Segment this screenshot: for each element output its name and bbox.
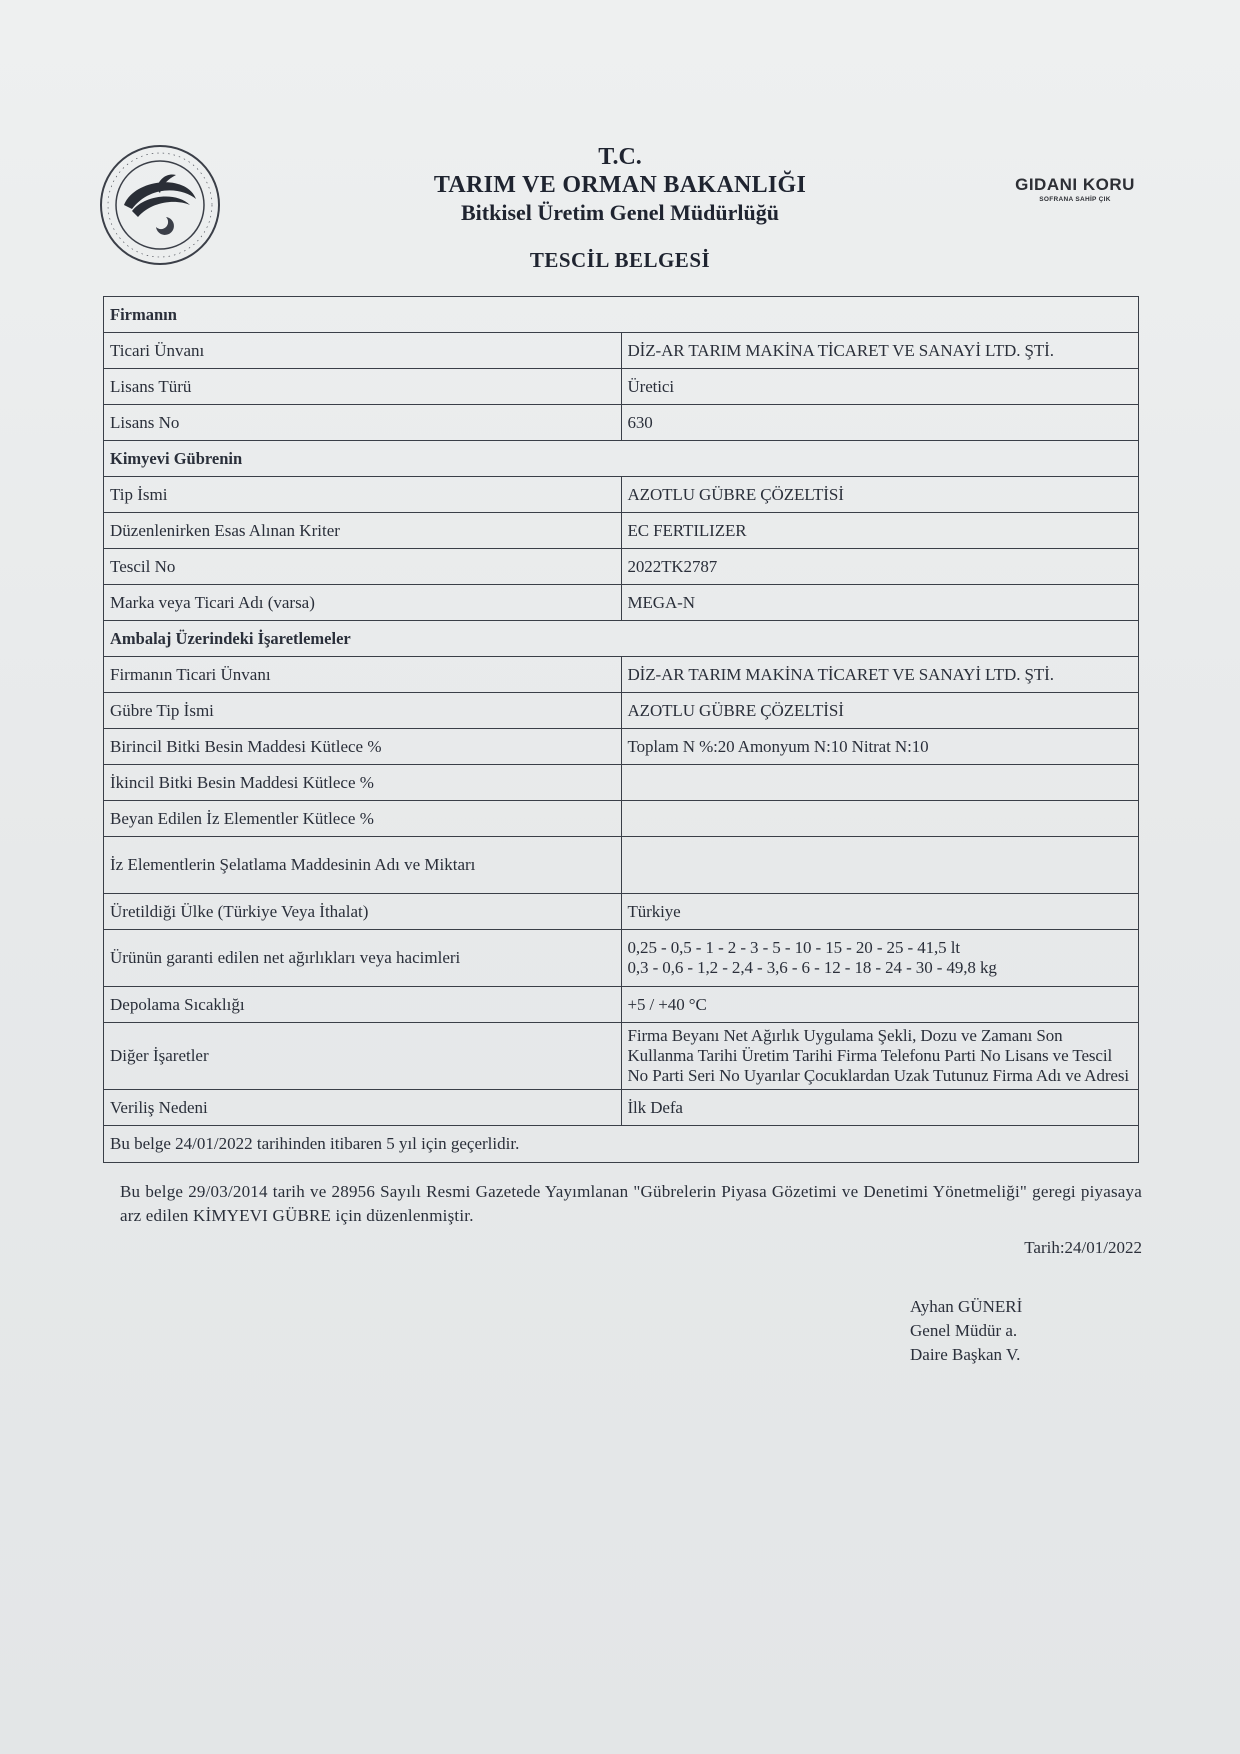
ikincil-label: İkincil Bitki Besin Maddesi Kütlece % bbox=[104, 765, 622, 801]
table-row bbox=[104, 549, 1139, 585]
sicaklik-value: +5 / +40 °C bbox=[621, 987, 1139, 1023]
header-tc: T.C. bbox=[598, 144, 642, 170]
section-firma: Firmanın bbox=[104, 297, 1139, 333]
table-row bbox=[104, 987, 1139, 1023]
lisans-turu-value: Üretici bbox=[621, 369, 1139, 405]
gidani-koru-logo bbox=[1005, 175, 1145, 203]
table-row bbox=[104, 621, 1139, 657]
selatlama-label: İz Elementlerin Şelatlama Maddesinin Adı ve Miktarı bbox=[104, 837, 622, 894]
table-row bbox=[104, 894, 1139, 930]
firma-unvan-label: Firmanın Ticari Ünvanı bbox=[104, 657, 622, 693]
agirlik-label: Ürünün garanti edilen net ağırlıkları veya hacimleri bbox=[104, 930, 622, 987]
verilis-label: Veriliş Nedeni bbox=[104, 1090, 622, 1126]
table-row bbox=[104, 765, 1139, 801]
signer-title-2: Daire Başkan V. bbox=[910, 1345, 1021, 1364]
table-row bbox=[104, 369, 1139, 405]
kriter-value: EC FERTILIZER bbox=[621, 513, 1139, 549]
ticari-unvan-value: DİZ-AR TARIM MAKİNA TİCARET VE SANAYİ LTD. ŞTİ. bbox=[621, 333, 1139, 369]
table-row bbox=[104, 837, 1139, 894]
birincil-value: Toplam N %:20 Amonyum N:10 Nitrat N:10 bbox=[621, 729, 1139, 765]
ulke-label: Üretildiği Ülke (Türkiye Veya İthalat) bbox=[104, 894, 622, 930]
verilis-value: İlk Defa bbox=[621, 1090, 1139, 1126]
table-row bbox=[104, 657, 1139, 693]
tescil-no-label: Tescil No bbox=[104, 549, 622, 585]
lisans-no-label: Lisans No bbox=[104, 405, 622, 441]
selatlama-value bbox=[621, 837, 1139, 894]
issue-date: Tarih:24/01/2022 bbox=[1024, 1238, 1142, 1257]
iz-element-label: Beyan Edilen İz Elementler Kütlece % bbox=[104, 801, 622, 837]
table-row bbox=[104, 1023, 1139, 1090]
gubre-tip-value: AZOTLU GÜBRE ÇÖZELTİSİ bbox=[621, 693, 1139, 729]
firma-unvan-value: DİZ-AR TARIM MAKİNA TİCARET VE SANAYİ LTD. ŞTİ. bbox=[621, 657, 1139, 693]
marka-label: Marka veya Ticari Adı (varsa) bbox=[104, 585, 622, 621]
ministry-header bbox=[340, 143, 900, 227]
tescil-no-value: 2022TK2787 bbox=[621, 549, 1139, 585]
diger-value: Firma Beyanı Net Ağırlık Uygulama Şekli, Dozu ve Zamanı Son Kullanma Tarihi Üretim Tarihi Firma Telefonu Parti No Lisans ve Tescil No Parti Seri No Uyarılar Çocuklardan Uzak Tutunuz Firma Adı ve Adresi bbox=[621, 1023, 1139, 1090]
table-row bbox=[104, 333, 1139, 369]
table-row bbox=[104, 1090, 1139, 1126]
registration-table bbox=[103, 296, 1139, 1163]
header-directorate: Bitkisel Üretim Genel Müdürlüğü bbox=[461, 200, 779, 225]
ikincil-value bbox=[621, 765, 1139, 801]
logo-sub-text: SOFRANA SAHİP ÇIK bbox=[1039, 196, 1111, 203]
table-row bbox=[104, 693, 1139, 729]
tip-ismi-label: Tip İsmi bbox=[104, 477, 622, 513]
gubre-tip-label: Gübre Tip İsmi bbox=[104, 693, 622, 729]
iz-element-value bbox=[621, 801, 1139, 837]
table-row bbox=[104, 441, 1139, 477]
table-row bbox=[104, 513, 1139, 549]
ticari-unvan-label: Ticari Ünvanı bbox=[104, 333, 622, 369]
birincil-label: Birincil Bitki Besin Maddesi Kütlece % bbox=[104, 729, 622, 765]
table-row bbox=[104, 405, 1139, 441]
tip-ismi-value: AZOTLU GÜBRE ÇÖZELTİSİ bbox=[621, 477, 1139, 513]
document-title: TESCİL BELGESİ bbox=[529, 248, 711, 272]
signer-title-1: Genel Müdür a. bbox=[910, 1321, 1018, 1340]
lisans-no-value: 630 bbox=[621, 405, 1139, 441]
diger-label: Diğer İşaretler bbox=[104, 1023, 622, 1090]
table-row bbox=[104, 477, 1139, 513]
agirlik-value-lt: 0,25 - 0,5 - 1 - 2 - 3 - 5 - 10 - 15 - 20 - 25 - 41,5 lt bbox=[627, 938, 960, 957]
lisans-turu-label: Lisans Türü bbox=[104, 369, 622, 405]
logo-main-text: GIDANI KORU bbox=[1015, 175, 1135, 194]
kriter-label: Düzenlenirken Esas Alınan Kriter bbox=[104, 513, 622, 549]
table-row bbox=[104, 585, 1139, 621]
sicaklik-label: Depolama Sıcaklığı bbox=[104, 987, 622, 1023]
table-row bbox=[104, 1126, 1139, 1163]
regulation-paragraph: Bu belge 29/03/2014 tarih ve 28956 Sayılı Resmi Gazetede Yayımlanan "Gübrelerin Piyasa Gözetimi ve Denetimi Yönetmeliği" geregi piyasaya arz edilen KİMYEVI GÜBRE için düzenlenmiştir. bbox=[120, 1182, 1142, 1225]
agirlik-value-kg: 0,3 - 0,6 - 1,2 - 2,4 - 3,6 - 6 - 12 - 18 - 24 - 30 - 49,8 kg bbox=[627, 958, 997, 977]
ministry-seal-icon bbox=[98, 143, 222, 267]
header-ministry: TARIM VE ORMAN BAKANLIĞI bbox=[433, 172, 807, 198]
section-ambalaj: Ambalaj Üzerindeki İşaretlemeler bbox=[104, 621, 1139, 657]
ulke-value: Türkiye bbox=[621, 894, 1139, 930]
marka-value: MEGA-N bbox=[621, 585, 1139, 621]
signature-block bbox=[910, 1295, 1130, 1367]
table-row bbox=[104, 297, 1139, 333]
signer-name: Ayhan GÜNERİ bbox=[910, 1297, 1023, 1316]
section-gubre: Kimyevi Gübrenin bbox=[104, 441, 1139, 477]
table-row bbox=[104, 930, 1139, 987]
agirlik-value bbox=[621, 930, 1139, 987]
validity-text: Bu belge 24/01/2022 tarihinden itibaren 5 yıl için geçerlidir. bbox=[104, 1126, 1139, 1163]
table-row bbox=[104, 729, 1139, 765]
table-row bbox=[104, 801, 1139, 837]
